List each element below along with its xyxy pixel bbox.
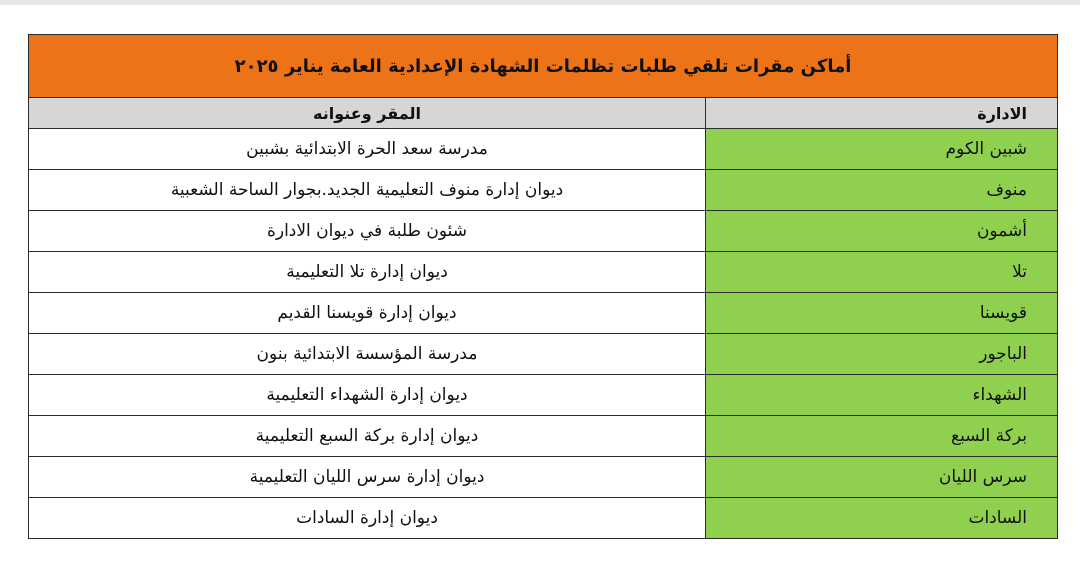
administration-cell: أشمون (706, 211, 1058, 252)
header-row (29, 98, 1058, 129)
table-row (29, 293, 1058, 334)
table-row (29, 457, 1058, 498)
administration-cell: السادات (706, 498, 1058, 539)
locations-table (28, 34, 1058, 539)
table-row (29, 211, 1058, 252)
location-cell: ديوان إدارة السادات (29, 498, 706, 539)
table-title: أماكن مقرات تلقي طلبات تظلمات الشهادة الإعدادية العامة يناير ٢٠٢٥ (29, 35, 1058, 98)
administration-cell: سرس الليان (706, 457, 1058, 498)
header-location: المقر وعنوانه (29, 98, 706, 129)
table-row (29, 170, 1058, 211)
header-administration: الادارة (706, 98, 1058, 129)
top-strip (0, 0, 1080, 5)
table-row (29, 334, 1058, 375)
administration-cell: تلا (706, 252, 1058, 293)
administration-cell: شبين الكوم (706, 129, 1058, 170)
administration-cell: بركة السبع (706, 416, 1058, 457)
location-cell: ديوان إدارة قويسنا القديم (29, 293, 706, 334)
table-row (29, 252, 1058, 293)
table-row (29, 498, 1058, 539)
location-cell: مدرسة سعد الحرة الابتدائية بشبين (29, 129, 706, 170)
location-cell: ديوان إدارة سرس الليان التعليمية (29, 457, 706, 498)
location-cell: مدرسة المؤسسة الابتدائية بنون (29, 334, 706, 375)
table-row (29, 375, 1058, 416)
location-cell: ديوان إدارة بركة السبع التعليمية (29, 416, 706, 457)
administration-cell: الباجور (706, 334, 1058, 375)
administration-cell: الشهداء (706, 375, 1058, 416)
location-cell: شئون طلبة في ديوان الادارة (29, 211, 706, 252)
table-row (29, 129, 1058, 170)
administration-cell: منوف (706, 170, 1058, 211)
location-cell: ديوان إدارة تلا التعليمية (29, 252, 706, 293)
title-row (29, 35, 1058, 98)
location-cell: ديوان إدارة الشهداء التعليمية (29, 375, 706, 416)
location-cell: ديوان إدارة منوف التعليمية الجديد.بجوار الساحة الشعبية (29, 170, 706, 211)
table-row (29, 416, 1058, 457)
administration-cell: قويسنا (706, 293, 1058, 334)
